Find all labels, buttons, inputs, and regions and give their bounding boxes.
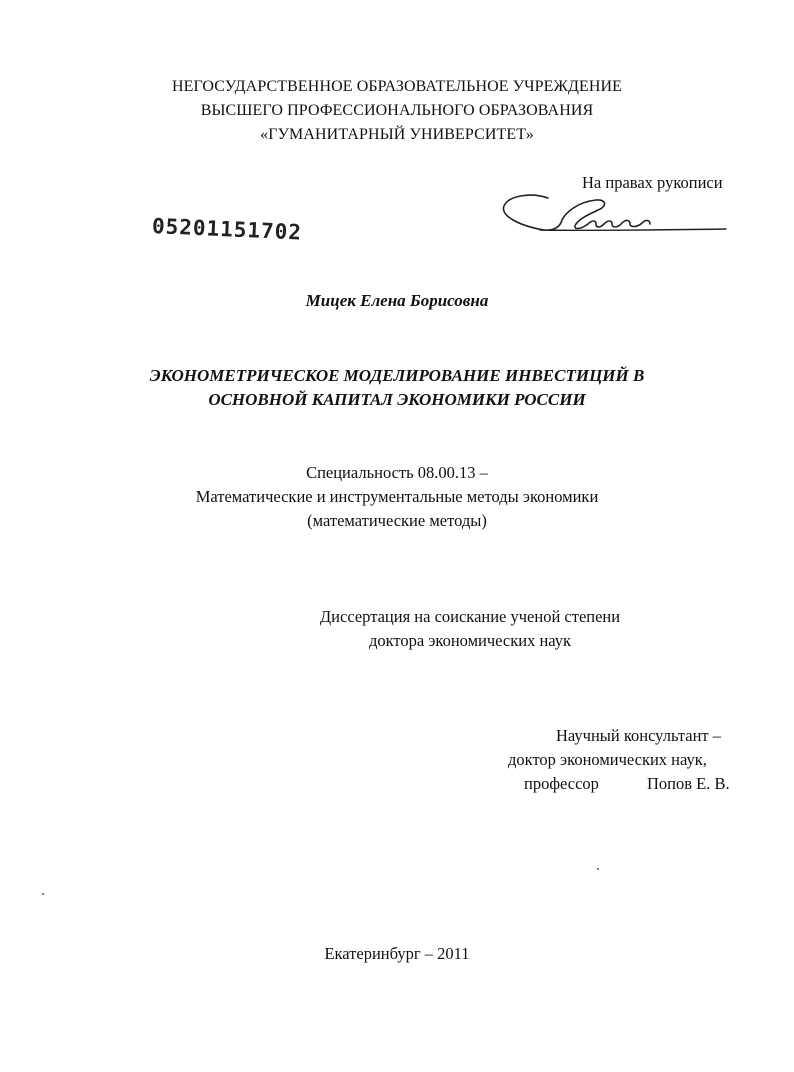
consultant-role-row [524,772,744,796]
city-year: Екатеринбург – 2011 [324,944,470,963]
specialty-line-2: Математические и инструментальные методы экономики [195,487,599,506]
manuscript-note: На правах рукописи [582,173,723,192]
organization-line-3: «ГУМАНИТАРНЫЙ УНИВЕРСИТЕТ» [260,126,534,143]
scan-speck [597,868,599,870]
consultant-line-1: Научный консультант – [556,726,721,745]
specialty-line-1: Специальность 08.00.13 – [306,463,488,482]
author-name: Мицек Елена Борисовна [305,291,489,310]
organization-line-1: НЕГОСУДАРСТВЕННОЕ ОБРАЗОВАТЕЛЬНОЕ УЧРЕЖДЕНИЕ [171,78,623,95]
consultant-name: Попов Е. В. [647,774,730,793]
title-line-1: ЭКОНОМЕТРИЧЕСКОЕ МОДЕЛИРОВАНИЕ ИНВЕСТИЦИЙ В [149,366,645,385]
consultant-role: профессор [524,774,599,793]
specialty-line-3: (математические методы) [307,511,487,530]
dissertation-line-1: Диссертация на соискание ученой степени [319,607,621,626]
dissertation-line-2: доктора экономических наук [368,631,572,650]
registration-stamp: 05201151702 [151,214,303,245]
consultant-line-2: доктор экономических наук, [508,750,707,769]
scan-speck [42,893,44,895]
signature [500,190,730,250]
title-line-2: ОСНОВНОЙ КАПИТАЛ ЭКОНОМИКИ РОССИИ [208,390,586,409]
organization-line-2: ВЫСШЕГО ПРОФЕССИОНАЛЬНОГО ОБРАЗОВАНИЯ [200,102,594,119]
